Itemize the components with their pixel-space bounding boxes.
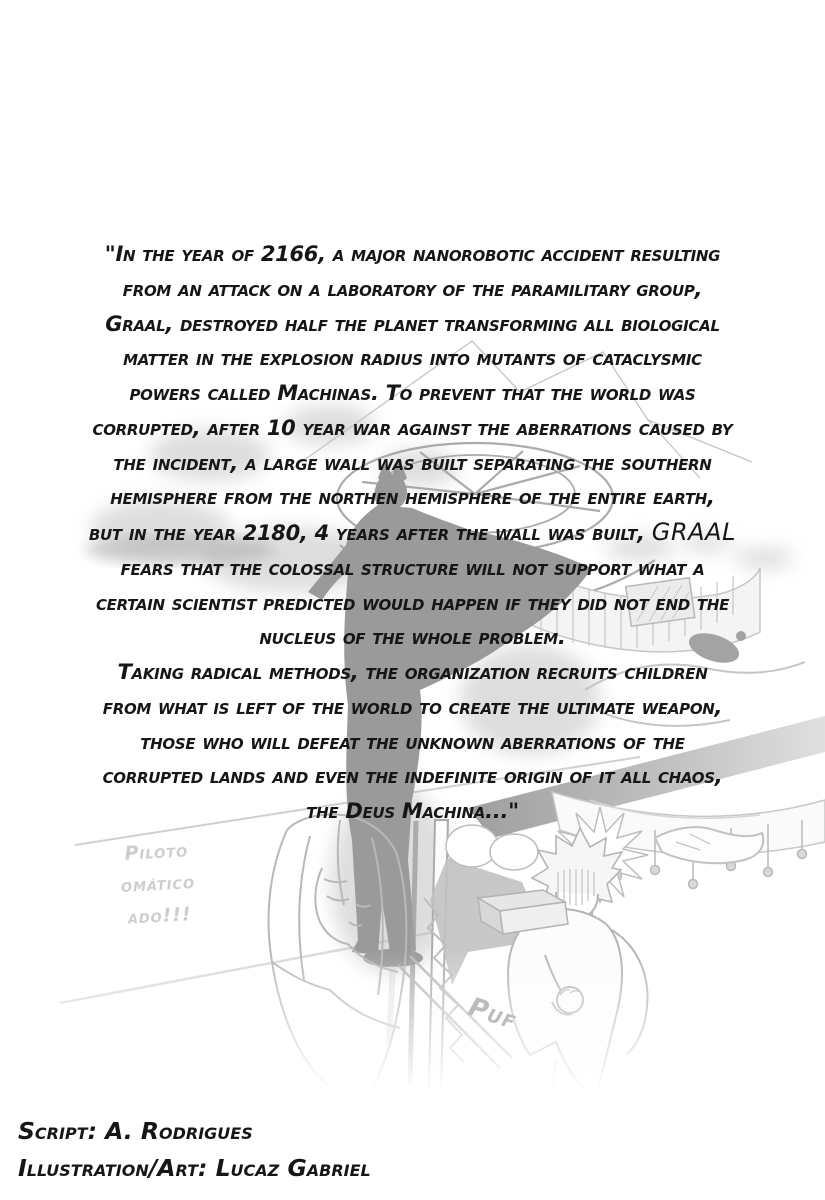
credits	[18, 1113, 371, 1187]
speech-bubble-text	[86, 832, 231, 935]
story-segment: powers called Machinas. To prevent that the world was	[129, 381, 696, 405]
story-line	[0, 480, 825, 515]
story-line	[0, 690, 825, 725]
story-line	[0, 307, 825, 342]
story-segment: from an attack on a laboratory of the paramilitary group,	[122, 276, 703, 301]
story-line	[0, 272, 825, 307]
story-line	[0, 341, 825, 376]
story-line	[0, 655, 825, 690]
story-segment: corrupted, after 10 year war against the aberrations caused by	[92, 415, 733, 440]
story-segment: the Deus Machina..."	[306, 799, 519, 823]
story-line	[0, 237, 825, 272]
story-segment: but in the year 2180, 4 years after the wall was built,	[88, 521, 652, 545]
speech-line: omático	[120, 871, 196, 897]
credit-script: Script: A. Rodrigues	[18, 1117, 253, 1145]
story-line	[0, 411, 825, 446]
story-segment: from what is left of the world to create the ultimate weapon,	[102, 694, 723, 719]
story-segment: matter in the explosion radius into mutants of cataclysmic	[123, 346, 702, 371]
story-text	[0, 237, 825, 829]
story-segment: nucleus of the whole problem.	[259, 625, 566, 650]
story-line	[0, 586, 825, 621]
story-segment: corrupted lands and even the indefinite origin of it all chaos,	[102, 764, 723, 789]
story-line	[0, 759, 825, 794]
story-segment: the incident, a large wall was built separating the southern	[113, 450, 712, 475]
story-word-graal: GRAAL	[651, 518, 737, 546]
story-segment: certain scientist predicted would happen if they did not end the	[95, 590, 730, 615]
story-segment: fears that the colossal structure will not support what a	[120, 555, 705, 580]
speech-line: ado!!!	[127, 903, 193, 929]
story-line	[0, 515, 825, 551]
story-line	[0, 446, 825, 481]
story-segment: Taking radical methods, the organization recruits children	[117, 660, 708, 684]
story-segment: Graal, destroyed half the planet transforming all biological	[105, 311, 720, 336]
story-line	[0, 376, 825, 411]
story-line	[0, 794, 825, 829]
credit-illustration: Illustration/Art: Lucaz Gabriel	[18, 1154, 371, 1182]
bottom-fade	[0, 950, 825, 1140]
story-segment: those who will defeat the unknown aberrations of the	[140, 729, 685, 754]
story-line	[0, 620, 825, 655]
story-segment: "In the year of 2166, a major nanorobotic accident resulting	[104, 242, 721, 266]
sfx-puf-text: Puf	[464, 992, 521, 1036]
story-line	[0, 725, 825, 760]
story-segment: hemisphere from the northen hemisphere of the entire earth,	[110, 485, 715, 510]
speech-line: Piloto	[124, 839, 189, 865]
story-line	[0, 551, 825, 586]
